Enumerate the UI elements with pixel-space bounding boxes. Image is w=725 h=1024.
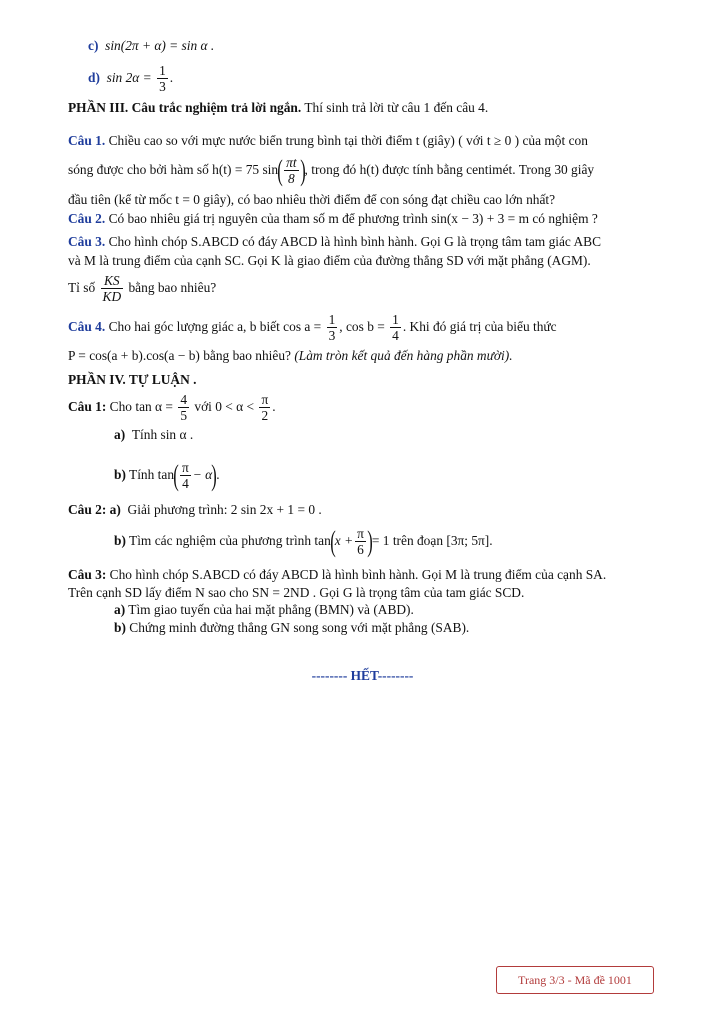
essay-q3-line-2: Trên cạnh SD lấy điểm N sao cho SN = 2ND . Gọi G là trọng tâm của tam giác SCD. <box>68 585 525 600</box>
q4-line-1: Câu 4. Cho hai góc lượng giác a, b biết cos a = $\frac{1}{3}$ , cos b = $\frac{1}{4}$ . Khi đó giá trị của biểu thức <box>68 312 557 344</box>
essay-q1: Câu 1: Cho tan α = $\frac{4}{5}$ với 0 < α < $\frac{\pi}{2}$ . <box>68 392 276 424</box>
essay-q2-b: b) Tìm các nghiệm của phương trình tan(x + $\frac{\pi}{6}$ )= 1 trên đoạn [3π; 5π]. <box>114 524 493 558</box>
option-c-label: c) <box>88 38 99 53</box>
option-d-fraction: $\frac{1}{3}$ <box>159 63 166 95</box>
part-3-instruction: Thí sinh trả lời từ câu 1 đến câu 4. <box>301 100 489 115</box>
q4-fraction-1: $\frac{1}{3}$ <box>328 312 336 344</box>
essay-q2-a: Câu 2: a) Giải phương trình: 2 sin 2x + 1 = 0 . <box>68 502 322 517</box>
essay-q3-line-1: Câu 3: Cho hình chóp S.ABCD có đáy ABCD là hình bình hành. Gọi M là trung điểm của cạnh SA. <box>68 567 607 582</box>
essay-q1-a: a) Tính sin α . <box>114 427 194 442</box>
q2-label: Câu 2. <box>68 211 106 226</box>
essay-q3-label: Câu 3: <box>68 567 107 582</box>
essay-q3-a: a) Tìm giao tuyến của hai mặt phẳng (BMN) và (ABD). <box>114 602 414 617</box>
essay-q1-fraction-2: $\frac{\pi}{2}$ <box>261 392 269 424</box>
q3-line-1: Câu 3. Cho hình chóp S.ABCD có đáy ABCD là hình bình hành. Gọi G là trọng tâm tam giác ABC <box>68 234 602 249</box>
option-d: d) sin 2α = $\frac{1}{3}$ . <box>88 63 174 95</box>
option-d-math: sin 2α = <box>106 70 152 85</box>
q1-line-3: đầu tiên (kể từ mốc t = 0 giây), có bao nhiêu thời điểm để con sóng đạt chiều cao lớn nhất? <box>68 192 556 207</box>
part-3-title: PHẦN III <box>68 100 125 115</box>
q3-label: Câu 3. <box>68 234 106 249</box>
part-4-title: PHẦN IV. TỰ LUẬN . <box>68 372 197 387</box>
essay-q1-b: b) Tính tan( $\frac{\pi}{4}$ − α). <box>114 458 220 492</box>
option-c <box>88 37 657 55</box>
page-footer: Trang 3/3 - Mã đề 1001 <box>496 966 654 994</box>
q1-line-1: Câu 1. Chiều cao so với mực nước biển trung bình tại thời điểm t (giây) ( với t ≥ 0 ) của một con <box>68 133 588 148</box>
q3-line-2: và M là trung điểm của cạnh SC. Gọi K là giao điểm của đường thẳng SD với mặt phẳng (AGM). <box>68 253 591 268</box>
essay-q1-fraction-1: $\frac{4}{5}$ <box>180 392 188 424</box>
part-3-subtitle: . Câu trắc nghiệm trả lời ngắn. <box>124 100 302 115</box>
option-d-label: d) <box>88 70 100 85</box>
q3-fraction: $\frac{KS}{KD}$ <box>102 273 122 305</box>
q4-line-2: P = cos(a + b).cos(a − b) bằng bao nhiêu? (Làm tròn kết quả đến hàng phần mười). <box>68 348 513 363</box>
essay-q1-b-fraction: $\frac{\pi}{4}$ <box>182 460 189 492</box>
essay-q3-b: b) Chứng minh đường thẳng GN song song với mặt phẳng (SAB). <box>114 620 470 635</box>
essay-q2-label: Câu 2: <box>68 502 107 517</box>
part-3-heading <box>68 99 657 117</box>
q4-fraction-2: $\frac{1}{4}$ <box>392 312 399 344</box>
q4-label: Câu 4. <box>68 319 106 334</box>
option-c-math: sin(2π + α) = sin α . <box>105 38 215 53</box>
q1-label: Câu 1. <box>68 133 106 148</box>
q2: Câu 2. Có bao nhiêu giá trị nguyên của tham số m để phương trình sin(x − 3) + 3 = m có nghiệm ? <box>68 211 598 226</box>
q1-line-2: sóng được cho bởi hàm số h(t) = 75 sin( $\frac{\pi t}{8}$ ), trong đó h(t) được tính bằng centimét. Trong 30 giây <box>68 153 595 187</box>
q3-line-3: Tỉ số $\frac{KS}{KD}$ bằng bao nhiêu? <box>68 273 217 305</box>
essay-q1-label: Câu 1: <box>68 399 107 414</box>
end-marker: -------- HẾT-------- <box>311 668 414 683</box>
essay-q2-b-fraction: $\frac{\pi}{6}$ <box>357 526 364 558</box>
q1-fraction: $\frac{\pi t}{8}$ <box>286 155 297 187</box>
